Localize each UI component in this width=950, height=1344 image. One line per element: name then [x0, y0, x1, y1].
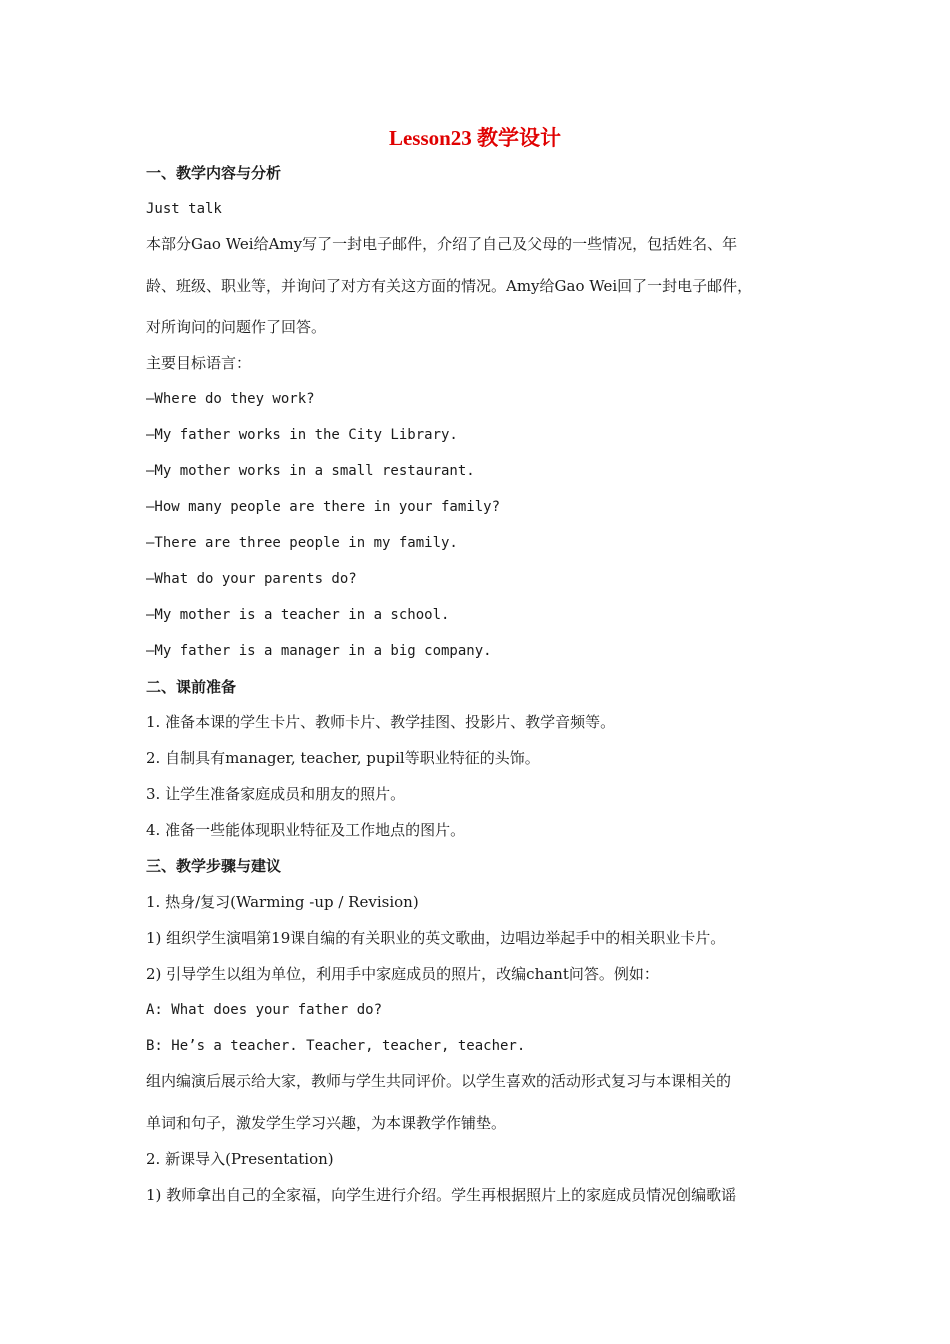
section-heading-preparation: 二、课前准备: [146, 678, 237, 696]
dialogue-line: —My mother works in a small restaurant.: [146, 463, 475, 479]
paragraph-line: 对所询问的问题作了回答。: [146, 318, 327, 336]
section-heading-content-analysis: 一、教学内容与分析: [146, 164, 282, 182]
dialogue-line: —Where do they work?: [146, 391, 315, 407]
example-line: A: What does your father do?: [146, 1002, 383, 1018]
step-item: 1) 教师拿出自己的全家福，向学生进行介绍。学生再根据照片上的家庭成员情况创编歌谣: [146, 1186, 737, 1204]
step-item: 2) 引导学生以组为单位，利用手中家庭成员的照片，改编chant问答。例如：: [146, 965, 659, 983]
paragraph-line: 龄、班级、职业等，并询问了对方有关这方面的情况。Amy给Gao Wei回了一封电子邮件，: [146, 277, 753, 295]
dialogue-line: —What do your parents do?: [146, 571, 357, 587]
paragraph-line: 单词和句子，激发学生学习兴趣，为本课教学作铺垫。: [146, 1114, 507, 1132]
list-item: 1. 准备本课的学生卡片、教师卡片、教学挂图、投影片、教学音频等。: [146, 713, 616, 731]
step-heading: 2. 新课导入(Presentation): [146, 1150, 334, 1168]
dialogue-line: —My father works in the City Library.: [146, 427, 458, 443]
section-heading-steps: 三、教学步骤与建议: [146, 857, 282, 875]
step-item: 1) 组织学生演唱第19课自编的有关职业的英文歌曲，边唱边举起手中的相关职业卡片。: [146, 929, 726, 947]
paragraph-line: 本部分Gao Wei给Amy写了一封电子邮件，介绍了自己及父母的一些情况，包括姓名、年: [146, 235, 738, 253]
dialogue-line: —My mother is a teacher in a school.: [146, 607, 450, 623]
paragraph-line: 组内编演后展示给大家，教师与学生共同评价。以学生喜欢的活动形式复习与本课相关的: [146, 1072, 732, 1090]
target-language-label: 主要目标语言：: [146, 354, 252, 372]
dialogue-line: —My father is a manager in a big company.: [146, 643, 492, 659]
subheading-just-talk: Just talk: [146, 201, 222, 217]
step-heading: 1. 热身/复习(Warming -up / Revision): [146, 893, 419, 911]
list-item: 4. 准备一些能体现职业特征及工作地点的图片。: [146, 821, 466, 839]
dialogue-line: —There are three people in my family.: [146, 535, 458, 551]
list-item: 3. 让学生准备家庭成员和朋友的照片。: [146, 785, 406, 803]
dialogue-line: —How many people are there in your family?: [146, 499, 501, 515]
page-title: Lesson23 教学设计: [388, 126, 562, 150]
example-line: B: He’s a teacher. Teacher, teacher, teacher.: [146, 1038, 526, 1054]
list-item: 2. 自制具有manager, teacher, pupil等职业特征的头饰。: [146, 749, 540, 767]
